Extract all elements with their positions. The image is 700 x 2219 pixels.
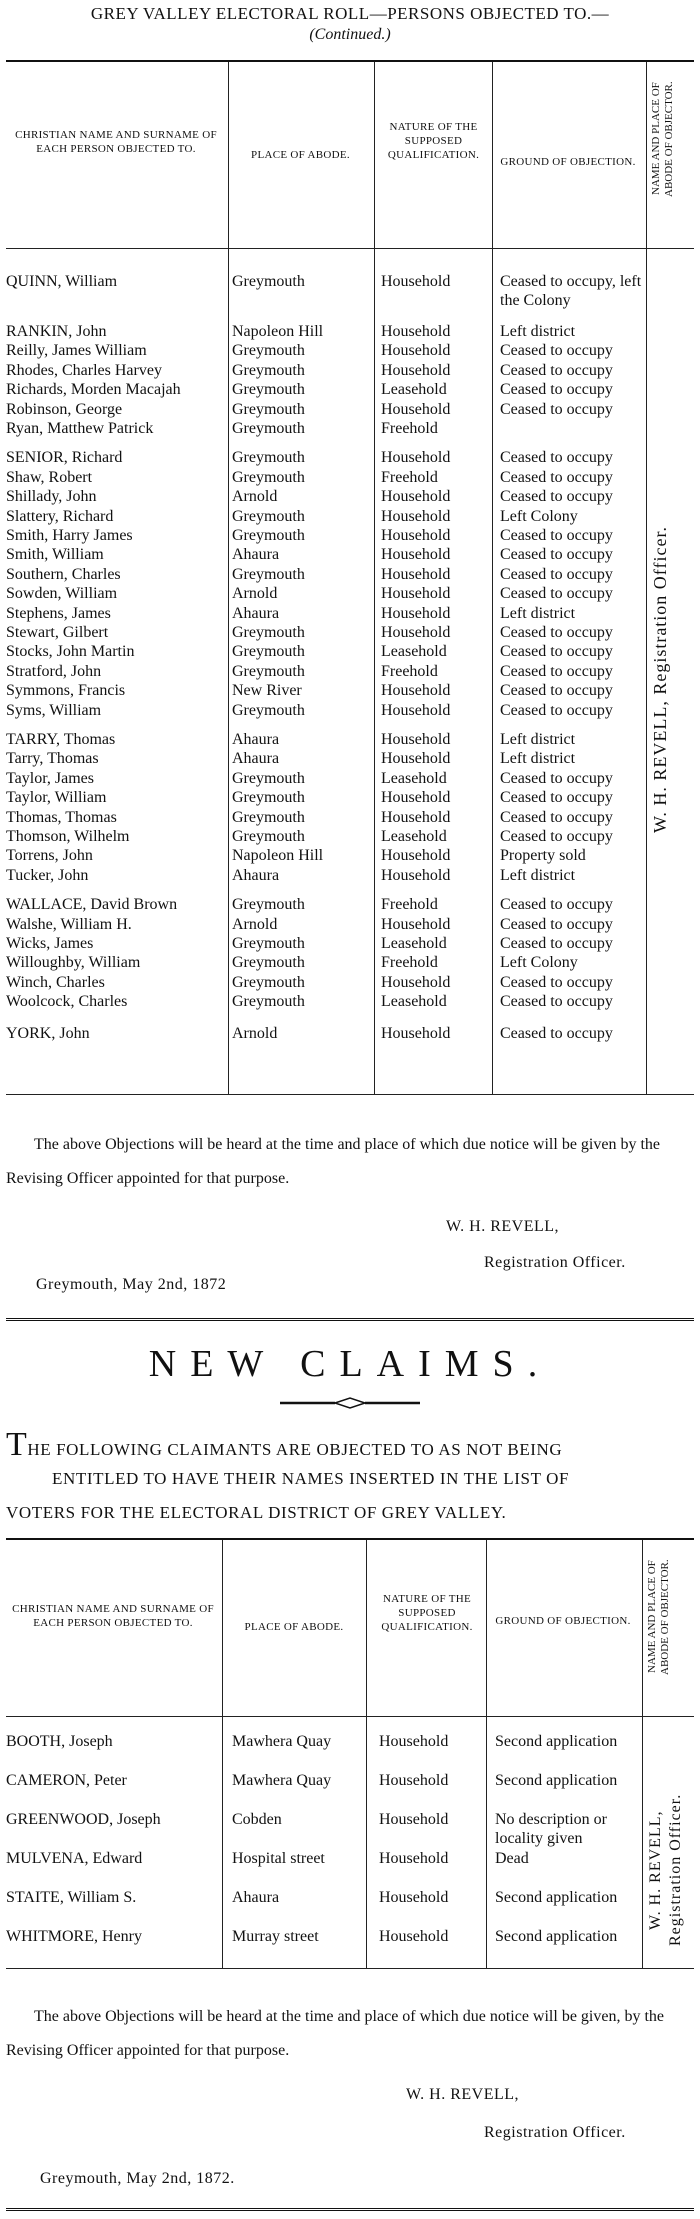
header-ground: GROUND OF OBJECTION. xyxy=(500,156,636,168)
table-row xyxy=(0,565,700,584)
drop-cap: T xyxy=(6,1426,28,1463)
ground-of-objection: Property sold xyxy=(500,847,586,865)
person-name: Symmons, Francis xyxy=(6,682,126,700)
qualification: Household xyxy=(381,682,451,700)
ground-of-objection: Ceased to occupy, left the Colony xyxy=(500,273,642,309)
place-of-abode: Greymouth xyxy=(232,507,305,525)
table-row xyxy=(0,934,700,953)
ground-of-objection: Ceased to occupy xyxy=(500,662,613,680)
place-of-abode: Hospital street xyxy=(232,1850,325,1867)
qualification: Household xyxy=(381,507,451,525)
qualification: Leasehold xyxy=(381,935,447,952)
claimant-name: GREENWOOD, Joseph xyxy=(6,1811,161,1828)
qualification: Household xyxy=(381,808,451,826)
qualification: Leasehold xyxy=(381,993,447,1011)
qualification: Leasehold xyxy=(381,769,447,787)
place-of-abode: Greymouth xyxy=(232,527,305,544)
place-of-abode: Greymouth xyxy=(232,769,305,787)
place-of-abode: Greymouth xyxy=(232,449,305,467)
claims-header-bottom-rule xyxy=(6,1716,694,1717)
place-of-abode: Ahaura xyxy=(232,546,280,564)
table-row xyxy=(0,272,700,310)
place-of-abode: Arnold xyxy=(232,915,278,933)
qualification: Freehold xyxy=(381,662,438,680)
person-name: Reilly, James William xyxy=(6,342,147,360)
person-name: Stocks, John Martin xyxy=(6,643,135,661)
qualification: Household xyxy=(381,488,451,506)
place-of-abode: Ahaura xyxy=(232,750,280,768)
person-name: Robinson, George xyxy=(6,400,123,418)
person-name: WALLACE, David Brown xyxy=(6,896,178,914)
qualification: Household xyxy=(381,1024,451,1042)
ground-of-objection: Left district xyxy=(500,323,576,340)
ground-of-objection: Ceased to occupy xyxy=(500,361,613,379)
person-name: Richards, Morden Macajah xyxy=(6,381,181,399)
person-name: Taylor, William xyxy=(6,789,107,807)
claimant-name: WHITMORE, Henry xyxy=(6,1928,142,1945)
person-name: Shillady, John xyxy=(6,488,97,506)
place-of-abode: Napoleon Hill xyxy=(232,847,324,865)
ground-of-objection: Ceased to occupy xyxy=(500,468,613,486)
claimant-name: MULVENA, Edward xyxy=(6,1850,143,1867)
preamble-line-2-wrap xyxy=(6,1462,694,1496)
ground-of-objection: Ceased to occupy xyxy=(500,527,613,544)
place-of-abode: Greymouth xyxy=(232,420,305,437)
table-row xyxy=(0,992,700,1011)
qualification: Freehold xyxy=(381,468,438,486)
claims-objector-name: W. H. REVELL, xyxy=(647,1810,664,1930)
qualification: Leasehold xyxy=(381,643,447,661)
table-row xyxy=(0,953,700,972)
ground-of-objection: Ceased to occupy xyxy=(500,1024,613,1042)
qualification: Household xyxy=(379,1772,449,1789)
ground-of-objection: Ceased to occupy xyxy=(500,915,613,933)
table-row xyxy=(0,1927,700,1965)
qualification: Household xyxy=(381,604,451,622)
claimant-name: STAITE, William S. xyxy=(6,1889,137,1906)
place-of-abode: Greymouth xyxy=(232,993,305,1011)
ground-of-objection: Left district xyxy=(500,604,576,622)
table-bottom-rule xyxy=(6,1094,694,1095)
ground-of-objection: Ceased to occupy xyxy=(500,565,613,583)
place-of-abode: Greymouth xyxy=(232,624,305,641)
table-row xyxy=(0,1849,700,1887)
place-of-abode: Greymouth xyxy=(232,273,305,290)
ground-of-objection: Ceased to occupy xyxy=(500,808,613,826)
person-name: YORK, John xyxy=(6,1024,90,1042)
table-row xyxy=(0,448,700,467)
person-name: Stewart, Gilbert xyxy=(6,624,109,641)
table-row xyxy=(0,1732,700,1770)
place-of-abode: Ahaura xyxy=(232,866,280,884)
person-name: SENIOR, Richard xyxy=(6,449,123,467)
preamble-line-2: ENTITLED TO HAVE THEIR NAMES INSERTED IN THE LIST OF xyxy=(52,1469,570,1488)
preamble-line-3-wrap xyxy=(6,1496,694,1530)
table-row xyxy=(0,1024,700,1043)
person-name: Southern, Charles xyxy=(6,565,121,583)
place-of-abode: Arnold xyxy=(232,1024,278,1042)
place-of-abode: Greymouth xyxy=(232,565,305,583)
table-row xyxy=(0,322,700,341)
table-row xyxy=(0,808,700,827)
table-row xyxy=(0,584,700,603)
ground-of-objection: Ceased to occupy xyxy=(500,342,613,360)
place-of-abode: Greymouth xyxy=(232,973,305,991)
claims-signature-title: Registration Officer. xyxy=(484,2124,626,2141)
table-row xyxy=(0,915,700,934)
section-title: GREY VALLEY ELECTORAL ROLL—PERSONS OBJECTED TO.— xyxy=(90,4,610,23)
place-of-abode: Arnold xyxy=(232,488,278,506)
new-claims-heading: NEW CLAIMS. xyxy=(148,1343,552,1385)
place-of-abode: Murray street xyxy=(232,1928,319,1945)
claims-header-abode: PLACE OF ABODE. xyxy=(244,1621,344,1633)
ground-of-objection: Ceased to occupy xyxy=(500,381,613,399)
table-row xyxy=(0,361,700,380)
ground-of-objection: Ceased to occupy xyxy=(500,400,613,418)
qualification: Household xyxy=(379,1889,449,1906)
qualification: Household xyxy=(381,701,451,719)
section-divider xyxy=(6,1318,694,1325)
qualification: Household xyxy=(381,565,451,583)
header-bottom-rule xyxy=(6,248,694,249)
person-name: Sowden, William xyxy=(6,585,118,603)
ground-of-objection: Ceased to occupy xyxy=(500,973,613,991)
person-name: Stephens, James xyxy=(6,604,111,622)
ground-of-objection: Ceased to occupy xyxy=(500,701,613,719)
place-of-abode: Greymouth xyxy=(232,828,305,845)
qualification: Household xyxy=(381,527,451,544)
dateline: Greymouth, May 2nd, 1872 xyxy=(36,1276,227,1293)
claims-header-ground: GROUND OF OBJECTION. xyxy=(495,1615,631,1627)
person-name: Ryan, Matthew Patrick xyxy=(6,420,154,437)
claims-signature-name: W. H. REVELL, xyxy=(406,2086,520,2103)
claimant-name: CAMERON, Peter xyxy=(6,1772,127,1789)
ground-of-objection: Ceased to occupy xyxy=(500,624,613,641)
ground-of-objection: Ceased to occupy xyxy=(500,585,613,603)
qualification: Household xyxy=(381,973,451,991)
claims-table-bottom-rule xyxy=(6,1968,694,1969)
ground-of-objection: Left Colony xyxy=(500,954,578,972)
ground-of-objection: Ceased to occupy xyxy=(500,643,613,661)
ground-of-objection: Ceased to occupy xyxy=(500,546,613,564)
person-name: Taylor, James xyxy=(6,769,94,787)
table-row xyxy=(0,507,700,526)
table-row xyxy=(0,604,700,623)
place-of-abode: Greymouth xyxy=(232,342,305,360)
table-row xyxy=(0,973,700,992)
table-top-rule xyxy=(6,60,694,62)
qualification: Freehold xyxy=(381,954,438,972)
table-row xyxy=(0,662,700,681)
place-of-abode: Greymouth xyxy=(232,468,305,486)
qualification: Freehold xyxy=(381,896,438,914)
person-name: Thomas, Thomas xyxy=(6,808,117,826)
table-row xyxy=(0,730,700,749)
header-objector: NAME AND PLACE OF ABODE OF OBJECTOR. xyxy=(650,81,675,197)
place-of-abode: Greymouth xyxy=(232,381,305,399)
person-name: Wicks, James xyxy=(6,935,94,952)
section-subtitle: (Continued.) xyxy=(309,26,391,43)
ground-of-objection: Second application xyxy=(495,1928,618,1945)
qualification: Household xyxy=(381,323,451,340)
person-name: Smith, William xyxy=(6,546,104,564)
qualification: Household xyxy=(379,1733,449,1750)
qualification: Household xyxy=(381,342,451,360)
place-of-abode: Greymouth xyxy=(232,643,305,661)
qualification: Household xyxy=(379,1850,449,1867)
qualification: Household xyxy=(381,273,451,290)
qualification: Household xyxy=(381,400,451,418)
qualification: Household xyxy=(381,585,451,603)
place-of-abode: Greymouth xyxy=(232,400,305,418)
ground-of-objection: Left Colony xyxy=(500,507,578,525)
person-name: Shaw, Robert xyxy=(6,468,93,486)
header-qualification: NATURE OF THE SUPPOSED QUALIFICATION. xyxy=(387,121,480,161)
person-name: Thomson, Wilhelm xyxy=(6,828,130,845)
claims-objector-signature xyxy=(646,1780,690,1960)
table-row xyxy=(0,681,700,700)
place-of-abode: Greymouth xyxy=(232,954,305,972)
qualification: Household xyxy=(381,866,451,884)
preamble-line-3: VOTERS FOR THE ELECTORAL DISTRICT OF GREY VALLEY. xyxy=(6,1503,507,1522)
table-row xyxy=(0,380,700,399)
header-abode: PLACE OF ABODE. xyxy=(251,149,350,161)
place-of-abode: Greymouth xyxy=(232,935,305,952)
qualification: Leasehold xyxy=(381,381,447,399)
qualification: Household xyxy=(381,750,451,768)
place-of-abode: Mawhera Quay xyxy=(232,1772,332,1789)
person-name: TARRY, Thomas xyxy=(6,731,116,748)
table-row xyxy=(0,419,700,438)
ground-of-objection: Ceased to occupy xyxy=(500,935,613,952)
person-name: Tucker, John xyxy=(6,866,89,884)
person-name: Smith, Harry James xyxy=(6,527,133,544)
qualification: Household xyxy=(381,789,451,807)
ground-of-objection: No description or locality given xyxy=(495,1811,607,1847)
qualification: Household xyxy=(381,731,451,748)
ground-of-objection: Left district xyxy=(500,866,576,884)
person-name: Woolcock, Charles xyxy=(6,993,128,1011)
claims-objector-title: Registration Officer. xyxy=(667,1793,684,1947)
table-row xyxy=(0,866,700,885)
ground-of-objection: Ceased to occupy xyxy=(500,488,613,506)
qualification: Household xyxy=(379,1811,449,1828)
qualification: Leasehold xyxy=(381,828,447,845)
ground-of-objection: Second application xyxy=(495,1889,618,1906)
claimant-name: BOOTH, Joseph xyxy=(6,1733,113,1750)
person-name: Willoughby, William xyxy=(6,954,141,972)
place-of-abode: Cobden xyxy=(232,1811,282,1828)
claims-table-top-rule xyxy=(6,1538,694,1540)
place-of-abode: Greymouth xyxy=(232,662,305,680)
table-row xyxy=(0,788,700,807)
signature-title: Registration Officer. xyxy=(484,1254,626,1271)
table-row xyxy=(0,341,700,360)
preamble-line-1: HE FOLLOWING CLAIMANTS ARE OBJECTED TO AS NOT BEING xyxy=(27,1440,563,1459)
place-of-abode: Ahaura xyxy=(232,731,280,748)
person-name: Tarry, Thomas xyxy=(6,750,99,768)
place-of-abode: Greymouth xyxy=(232,808,305,826)
table-row xyxy=(0,895,700,914)
claims-header-qualification: NATURE OF THE SUPPOSED QUALIFICATION. xyxy=(381,1593,473,1633)
claims-header-name: CHRISTIAN NAME AND SURNAME OF EACH PERSON OBJECTED TO. xyxy=(12,1603,214,1629)
ornament-rule xyxy=(280,1396,420,1410)
qualification: Freehold xyxy=(381,420,438,437)
ground-of-objection: Left district xyxy=(500,750,576,768)
person-name: Stratford, John xyxy=(6,662,102,680)
person-name: Rhodes, Charles Harvey xyxy=(6,361,162,379)
person-name: Syms, William xyxy=(6,701,102,719)
objector-signature: W. H. REVELL, Registration Officer. xyxy=(650,526,670,834)
place-of-abode: Greymouth xyxy=(232,701,305,719)
signature-name: W. H. REVELL, xyxy=(446,1218,560,1235)
ground-of-objection: Ceased to occupy xyxy=(500,789,613,807)
table-row xyxy=(0,827,700,846)
claims-dateline: Greymouth, May 2nd, 1872. xyxy=(40,2170,235,2187)
bottom-divider xyxy=(6,2208,694,2215)
table-row xyxy=(0,749,700,768)
person-name: Slattery, Richard xyxy=(6,507,114,525)
header-name: CHRISTIAN NAME AND SURNAME OF EACH PERSON OBJECTED TO. xyxy=(15,129,217,155)
table-row xyxy=(0,545,700,564)
ground-of-objection: Ceased to occupy xyxy=(500,449,613,467)
hearing-notice: The above Objections will be heard at the time and place of which due notice will be given by the Revising Officer appointed for that purpose. xyxy=(6,1136,661,1187)
qualification: Household xyxy=(381,915,451,933)
place-of-abode: Arnold xyxy=(232,585,278,603)
place-of-abode: Napoleon Hill xyxy=(232,323,324,340)
table-row xyxy=(0,1888,700,1926)
table-row xyxy=(0,1771,700,1809)
qualification: Household xyxy=(381,624,451,641)
table-row xyxy=(0,468,700,487)
ground-of-objection: Ceased to occupy xyxy=(500,682,613,700)
table-row xyxy=(0,400,700,419)
person-name: Winch, Charles xyxy=(6,973,105,991)
qualification: Household xyxy=(379,1928,449,1945)
table-row xyxy=(0,623,700,642)
table-row xyxy=(0,846,700,865)
place-of-abode: Greymouth xyxy=(232,896,305,914)
place-of-abode: New River xyxy=(232,682,302,700)
ground-of-objection: Ceased to occupy xyxy=(500,828,613,845)
place-of-abode: Mawhera Quay xyxy=(232,1733,332,1750)
claims-hearing-notice: The above Objections will be heard at the time and place of which due notice will be given, by the Revising Officer appointed for that purpose. xyxy=(6,2008,665,2059)
ground-of-objection: Left district xyxy=(500,731,576,748)
qualification: Household xyxy=(381,546,451,564)
ground-of-objection: Second application xyxy=(495,1772,618,1789)
person-name: Torrens, John xyxy=(6,847,93,865)
ground-of-objection: Dead xyxy=(495,1850,529,1867)
table-row xyxy=(0,1810,700,1848)
person-name: QUINN, William xyxy=(6,273,118,290)
ground-of-objection: Ceased to occupy xyxy=(500,896,613,914)
place-of-abode: Greymouth xyxy=(232,789,305,807)
table-row xyxy=(0,487,700,506)
ground-of-objection: Ceased to occupy xyxy=(500,993,613,1011)
qualification: Household xyxy=(381,361,451,379)
table-row xyxy=(0,769,700,788)
place-of-abode: Ahaura xyxy=(232,1889,280,1906)
claims-header-objector: NAME AND PLACE OF ABODE OF OBJECTOR. xyxy=(646,1559,671,1675)
place-of-abode: Ahaura xyxy=(232,604,280,622)
person-name: Walshe, William H. xyxy=(6,915,132,933)
ground-of-objection: Ceased to occupy xyxy=(500,769,613,787)
ground-of-objection: Second application xyxy=(495,1733,618,1750)
table-row xyxy=(0,642,700,661)
table-row xyxy=(0,526,700,545)
qualification: Household xyxy=(381,847,451,865)
qualification: Household xyxy=(381,449,451,467)
place-of-abode: Greymouth xyxy=(232,361,305,379)
person-name: RANKIN, John xyxy=(6,323,107,340)
table-row xyxy=(0,701,700,720)
